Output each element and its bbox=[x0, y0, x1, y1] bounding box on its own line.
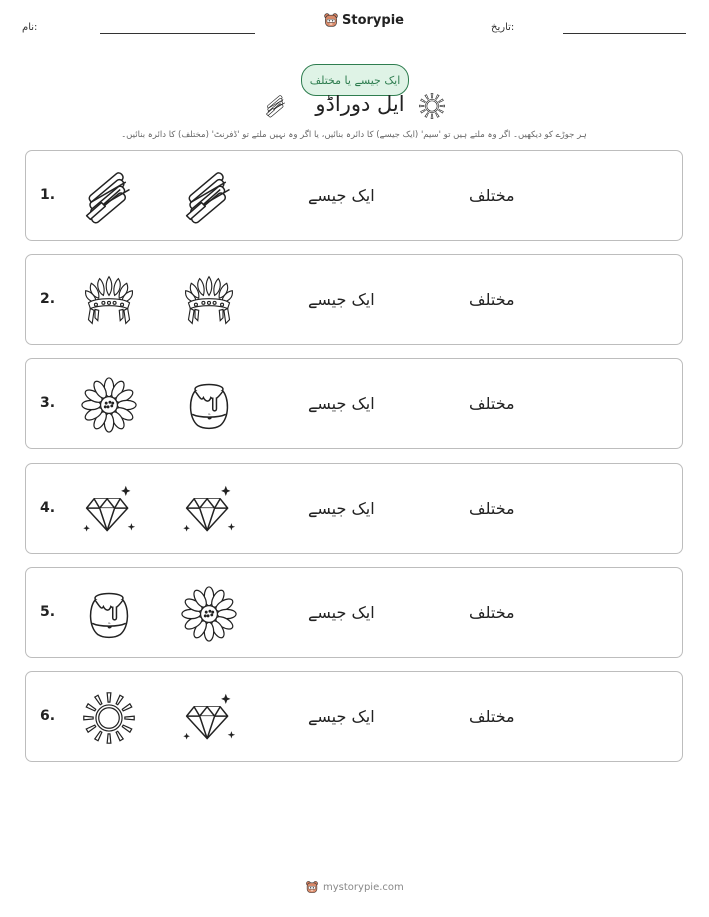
question-row bbox=[25, 463, 683, 554]
flower-icon bbox=[81, 377, 137, 433]
option-same[interactable]: ایک جیسے bbox=[308, 707, 375, 726]
option-different[interactable]: مختلف bbox=[469, 603, 515, 622]
footer-url: mystorypie.com bbox=[323, 881, 404, 893]
option-same[interactable]: ایک جیسے bbox=[308, 603, 375, 622]
option-different[interactable]: مختلف bbox=[469, 290, 515, 309]
option-same[interactable]: ایک جیسے bbox=[308, 290, 375, 309]
raft-icon bbox=[181, 169, 237, 225]
bear-logo-icon bbox=[305, 880, 319, 894]
question-row bbox=[25, 671, 683, 762]
option-same[interactable]: ایک جیسے bbox=[308, 186, 375, 205]
option-different[interactable]: مختلف bbox=[469, 394, 515, 413]
flower-icon bbox=[181, 586, 237, 642]
headdress-icon bbox=[81, 273, 137, 329]
diamond-icon bbox=[181, 482, 237, 538]
activity-badge: ایک جیسے یا مختلف bbox=[301, 64, 409, 96]
page-title: ایل دوراڈو bbox=[315, 92, 405, 116]
raft-title-icon bbox=[262, 94, 290, 118]
footer bbox=[305, 880, 404, 894]
honey-pot-icon bbox=[81, 586, 137, 642]
question-row bbox=[25, 358, 683, 449]
date-line[interactable] bbox=[563, 33, 686, 34]
question-number: 6. bbox=[40, 708, 56, 724]
option-different[interactable]: مختلف bbox=[469, 707, 515, 726]
option-same[interactable]: ایک جیسے bbox=[308, 499, 375, 518]
question-number: 1. bbox=[40, 187, 56, 203]
name-line[interactable] bbox=[100, 33, 255, 34]
question-row bbox=[25, 567, 683, 658]
brand-logo bbox=[323, 12, 404, 28]
honey-pot-icon bbox=[181, 377, 237, 433]
headdress-icon bbox=[181, 273, 237, 329]
question-row bbox=[25, 150, 683, 241]
question-number: 2. bbox=[40, 291, 56, 307]
date-label: تاریخ: bbox=[491, 22, 515, 33]
sun-icon bbox=[81, 690, 137, 746]
question-number: 5. bbox=[40, 604, 56, 620]
diamond-icon bbox=[81, 482, 137, 538]
sun-title-icon bbox=[418, 92, 446, 120]
question-row bbox=[25, 254, 683, 345]
brand-name: Storypie bbox=[342, 12, 404, 28]
question-number: 4. bbox=[40, 500, 56, 516]
bear-logo-icon bbox=[323, 12, 339, 28]
instructions: ہر جوڑے کو دیکھیں۔ اگر وہ ملتے ہیں تو 'سیم' (ایک جیسے) کا دائرہ بنائیں، یا اگر وہ نہیں ملتے تو 'ڈفرنٹ' (مختلف) کا دائرہ بنائیں۔ bbox=[121, 130, 587, 140]
option-different[interactable]: مختلف bbox=[469, 186, 515, 205]
question-number: 3. bbox=[40, 395, 56, 411]
option-different[interactable]: مختلف bbox=[469, 499, 515, 518]
diamond-icon bbox=[181, 690, 237, 746]
option-same[interactable]: ایک جیسے bbox=[308, 394, 375, 413]
raft-icon bbox=[81, 169, 137, 225]
name-label: نام: bbox=[22, 22, 38, 33]
